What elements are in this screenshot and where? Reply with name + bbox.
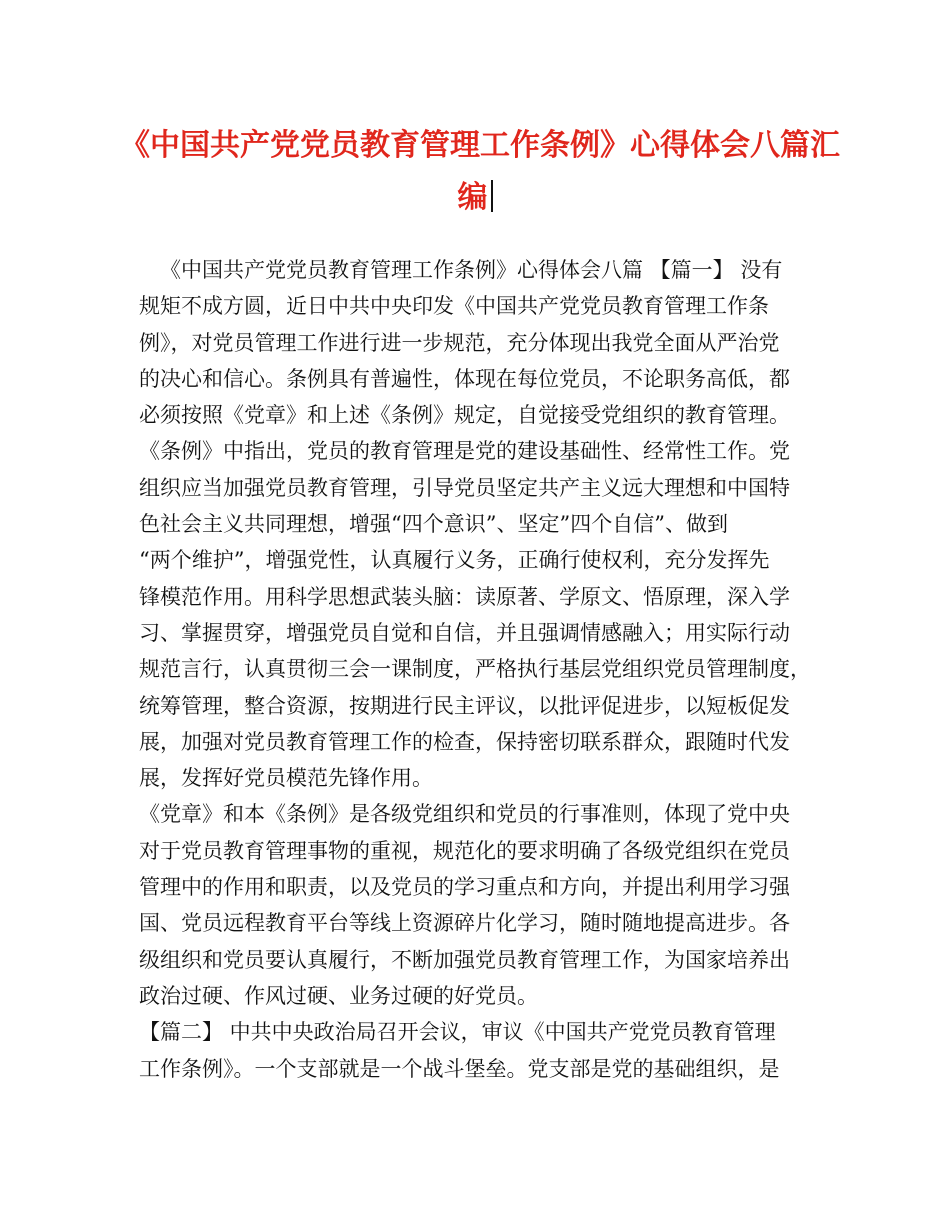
body-line: 【篇二】 中共中央政治局召开会议，审议《中国共产党党员教育管理 — [139, 1020, 776, 1045]
body-line: 统筹管理，整合资源，按期进行民主评议，以批评促进步，以短板促发 — [139, 693, 790, 718]
body-line: 对于党员教育管理事物的重视，规范化的要求明确了各级党组织在党员 — [139, 838, 790, 863]
title-line-text: 编 — [457, 180, 488, 215]
text-cursor — [491, 180, 493, 212]
body-line: 色社会主义共同理想，增强“四个意识”、坚定”四个自信”、做到 — [139, 512, 728, 537]
title-line: 《中国共产党党员教育管理工作条例》心得体会八篇汇 — [120, 128, 840, 163]
body-line: 政治过硬、作风过硬、业务过硬的好党员。 — [139, 983, 538, 1008]
body-line: “两个维护”，增强党性，认真履行义务，正确行使权利，充分发挥先 — [139, 548, 770, 573]
body-line: 习、掌握贯穿，增强党员自觉和自信，并且强调情感融入；用实际行动 — [139, 620, 790, 645]
body-line: 展，加强对党员教育管理工作的检查，保持密切联系群众，跟随时代发 — [139, 729, 790, 754]
body-line: 展，发挥好党员模范先锋作用。 — [139, 766, 433, 791]
document-title — [120, 120, 840, 224]
body-line: 《党章》和本《条例》是各级党组织和党员的行事准则，体现了党中央 — [139, 802, 790, 827]
document-body — [139, 252, 829, 1087]
body-line: 级组织和党员要认真履行，不断加强党员教育管理工作，为国家培养出 — [139, 947, 790, 972]
body-line: 规范言行，认真贯彻三会一课制度，严格执行基层党组织党员管理制度， — [139, 657, 811, 682]
body-line: 规矩不成方圆，近日中共中央印发《中国共产党党员教育管理工作条 — [139, 294, 769, 319]
body-line: 工作条例》。一个支部就是一个战斗堡垒。党支部是党的基础组织，是 — [139, 1056, 780, 1081]
body-line: 管理中的作用和职责，以及党员的学习重点和方向，并提出利用学习强 — [139, 875, 790, 900]
body-line: 例》，对党员管理工作进行进一步规范，充分体现出我党全面从严治党 — [139, 330, 780, 355]
body-line: 必须按照《党章》和上述《条例》规定，自觉接受党组织的教育管理。 — [139, 403, 790, 428]
body-line: 国、党员远程教育平台等线上资源碎片化学习，随时随地提高进步。各 — [139, 911, 790, 936]
body-line: 《中国共产党党员教育管理工作条例》心得体会八篇 【篇一】 没有 — [160, 258, 783, 282]
title-line-2 — [120, 172, 830, 224]
body-line: 的决心和信心。条例具有普遍性，体现在每位党员，不论职务高低，都 — [139, 366, 790, 391]
body-line: 组织应当加强党员教育管理，引导党员坚定共产主义远大理想和中国特 — [139, 475, 790, 500]
body-line: 《条例》中指出，党员的教育管理是党的建设基础性、经常性工作。党 — [139, 439, 790, 464]
body-line: 锋模范作用。用科学思想武装头脑：读原著、学原文、悟原理，深入学 — [139, 584, 790, 609]
